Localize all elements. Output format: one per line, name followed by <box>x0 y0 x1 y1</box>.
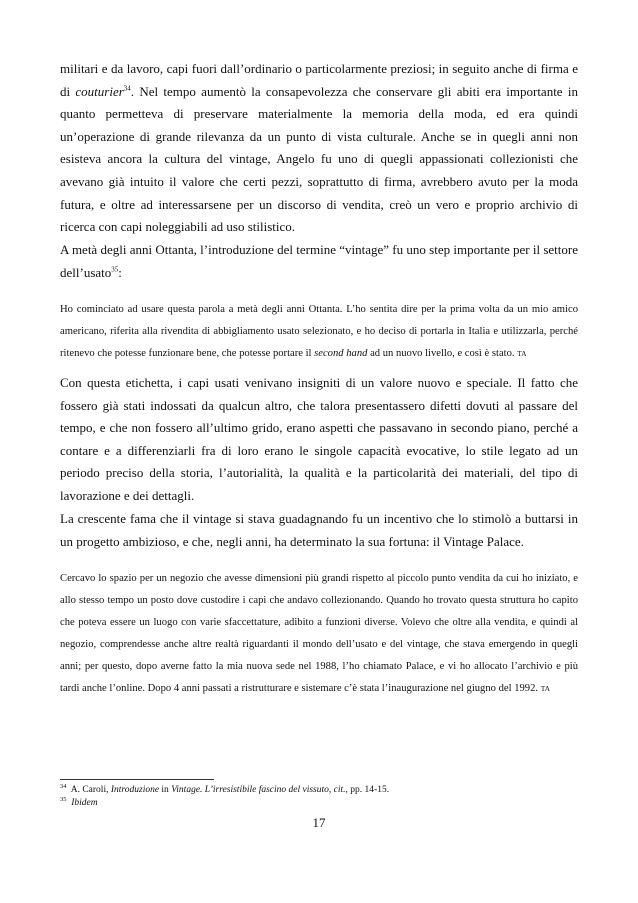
footnote-marker[interactable]: 35 <box>111 265 119 274</box>
text-run: Con questa etichetta, i capi usati venivano insigniti di un valore nuovo e speciale. Il fatto che fossero già stati indossati da qualcun altro, che talora presentassero difetti dovuti al passare del tempo, e che non fossero all’ultimo grido, erano aspetti che passavano in secondo piano, perché a contare e a differenziarli fra di loro erano le singole capacità evocative, lo stile legato ad un periodo preciso della storia, l’autorialità, la qualità e la particolarità dei materiali, del tipo di lavorazione e dei dettagli. <box>60 375 578 503</box>
footnote-number: 34 <box>60 782 67 790</box>
block-quote-2 <box>60 568 578 700</box>
italic-term: couturier <box>75 83 124 99</box>
text-run: ad un nuovo livello, e così è stato. <box>367 348 518 359</box>
italic-title: Ibidem <box>71 798 98 808</box>
paragraph-3 <box>60 372 578 508</box>
footnote-35 <box>60 797 98 809</box>
text-run: : <box>118 264 122 280</box>
attribution-tag: TA <box>517 349 527 358</box>
paragraph-2 <box>60 239 578 284</box>
footnote-marker[interactable]: 34 <box>123 84 131 93</box>
text-run: La crescente fama che il vintage si stava guadagnando fu un incentivo che lo stimolò a buttarsi in un progetto ambizioso, e che, negli anni, ha determinato la sua fortuna: il Vintage Palace. <box>60 511 578 549</box>
text-run: militari e da lavoro, capi fuori dall’ordinario o particolarmente preziosi; in seguito anche di firma e di <box>60 61 578 99</box>
paragraph-4 <box>60 508 578 553</box>
page-number: 17 <box>312 815 326 830</box>
text-run: , pp. 14-15. <box>345 785 390 795</box>
paragraph-1 <box>60 58 578 239</box>
italic-title: Introduzione <box>110 785 160 795</box>
italic-title: Vintage. L’irresistibile fascino del vissuto <box>171 785 329 795</box>
text-run: . Nel tempo aumentò la consapevolezza che conservare gli abiti era importante in quanto permetteva di preservare materialmente la memoria della moda, ed era quindi un’operazione di grande rilevanza da un punto di vista culturale. Anche se in quegli anni non esisteva ancora la cultura del vintage, Angelo fu uno di quegli appassionati collezionisti che avevano già intuito il valore che certi pezzi, soprattutto di firma, avrebbero avuto per la moda futura, e oltre ad interessarsene per un discorso di vendita, creò un vero e proprio archivio di ricerca con capi noleggiabili ad uso stilistico. <box>60 83 578 235</box>
text-run: in <box>159 785 172 795</box>
text-run: Ho cominciato ad usare questa parola a metà degli anni Ottanta. L’ho sentita dire per la prima volta da un mio amico americano, riferita alla rivendita di abbigliamento usato selezionato, e ho deciso di portarla in Italia e utilizzarla, perché ritenevo che potesse funzionare bene, che potesse portare il <box>60 304 578 359</box>
footnote-number: 35 <box>60 795 67 803</box>
italic-title: cit. <box>333 785 346 795</box>
footnote-separator <box>60 779 214 780</box>
block-quote-1 <box>60 299 578 365</box>
footnote-34 <box>60 784 389 796</box>
text-run: A metà degli anni Ottanta, l’introduzione del termine “vintage” fu uno step importante per il settore dell’usato <box>60 242 578 280</box>
attribution-tag: TA <box>540 684 551 693</box>
italic-term: second hand <box>314 348 368 359</box>
text-run: , <box>328 785 334 795</box>
text-run: Cercavo lo spazio per un negozio che avesse dimensioni più grandi rispetto al piccolo punto vendita da cui ho iniziato, e allo stesso tempo un posto dove custodire i capi che andavo collezionando. Quando ho trovato questa struttura ho capito che poteva essere un luogo con varie sfaccettature, adibito a funzioni diverse. Volevo che oltre alla vendita, e quindi al negozio, comprendesse anche altre realtà riguardanti il mondo dell’usato e del vintage, che stava emergendo in quegli anni; per questo, dopo averne fatto la mia nuova sede nel 1988, l’ho chiamato Palace, e vi ho allocato l’archivio e più tardi anche l’online. Dopo 4 anni passati a ristrutturare e sistemare c’è stata l’inaugurazione nel giugno del 1992. <box>60 573 578 694</box>
text-run: A. Caroli, <box>70 785 111 795</box>
